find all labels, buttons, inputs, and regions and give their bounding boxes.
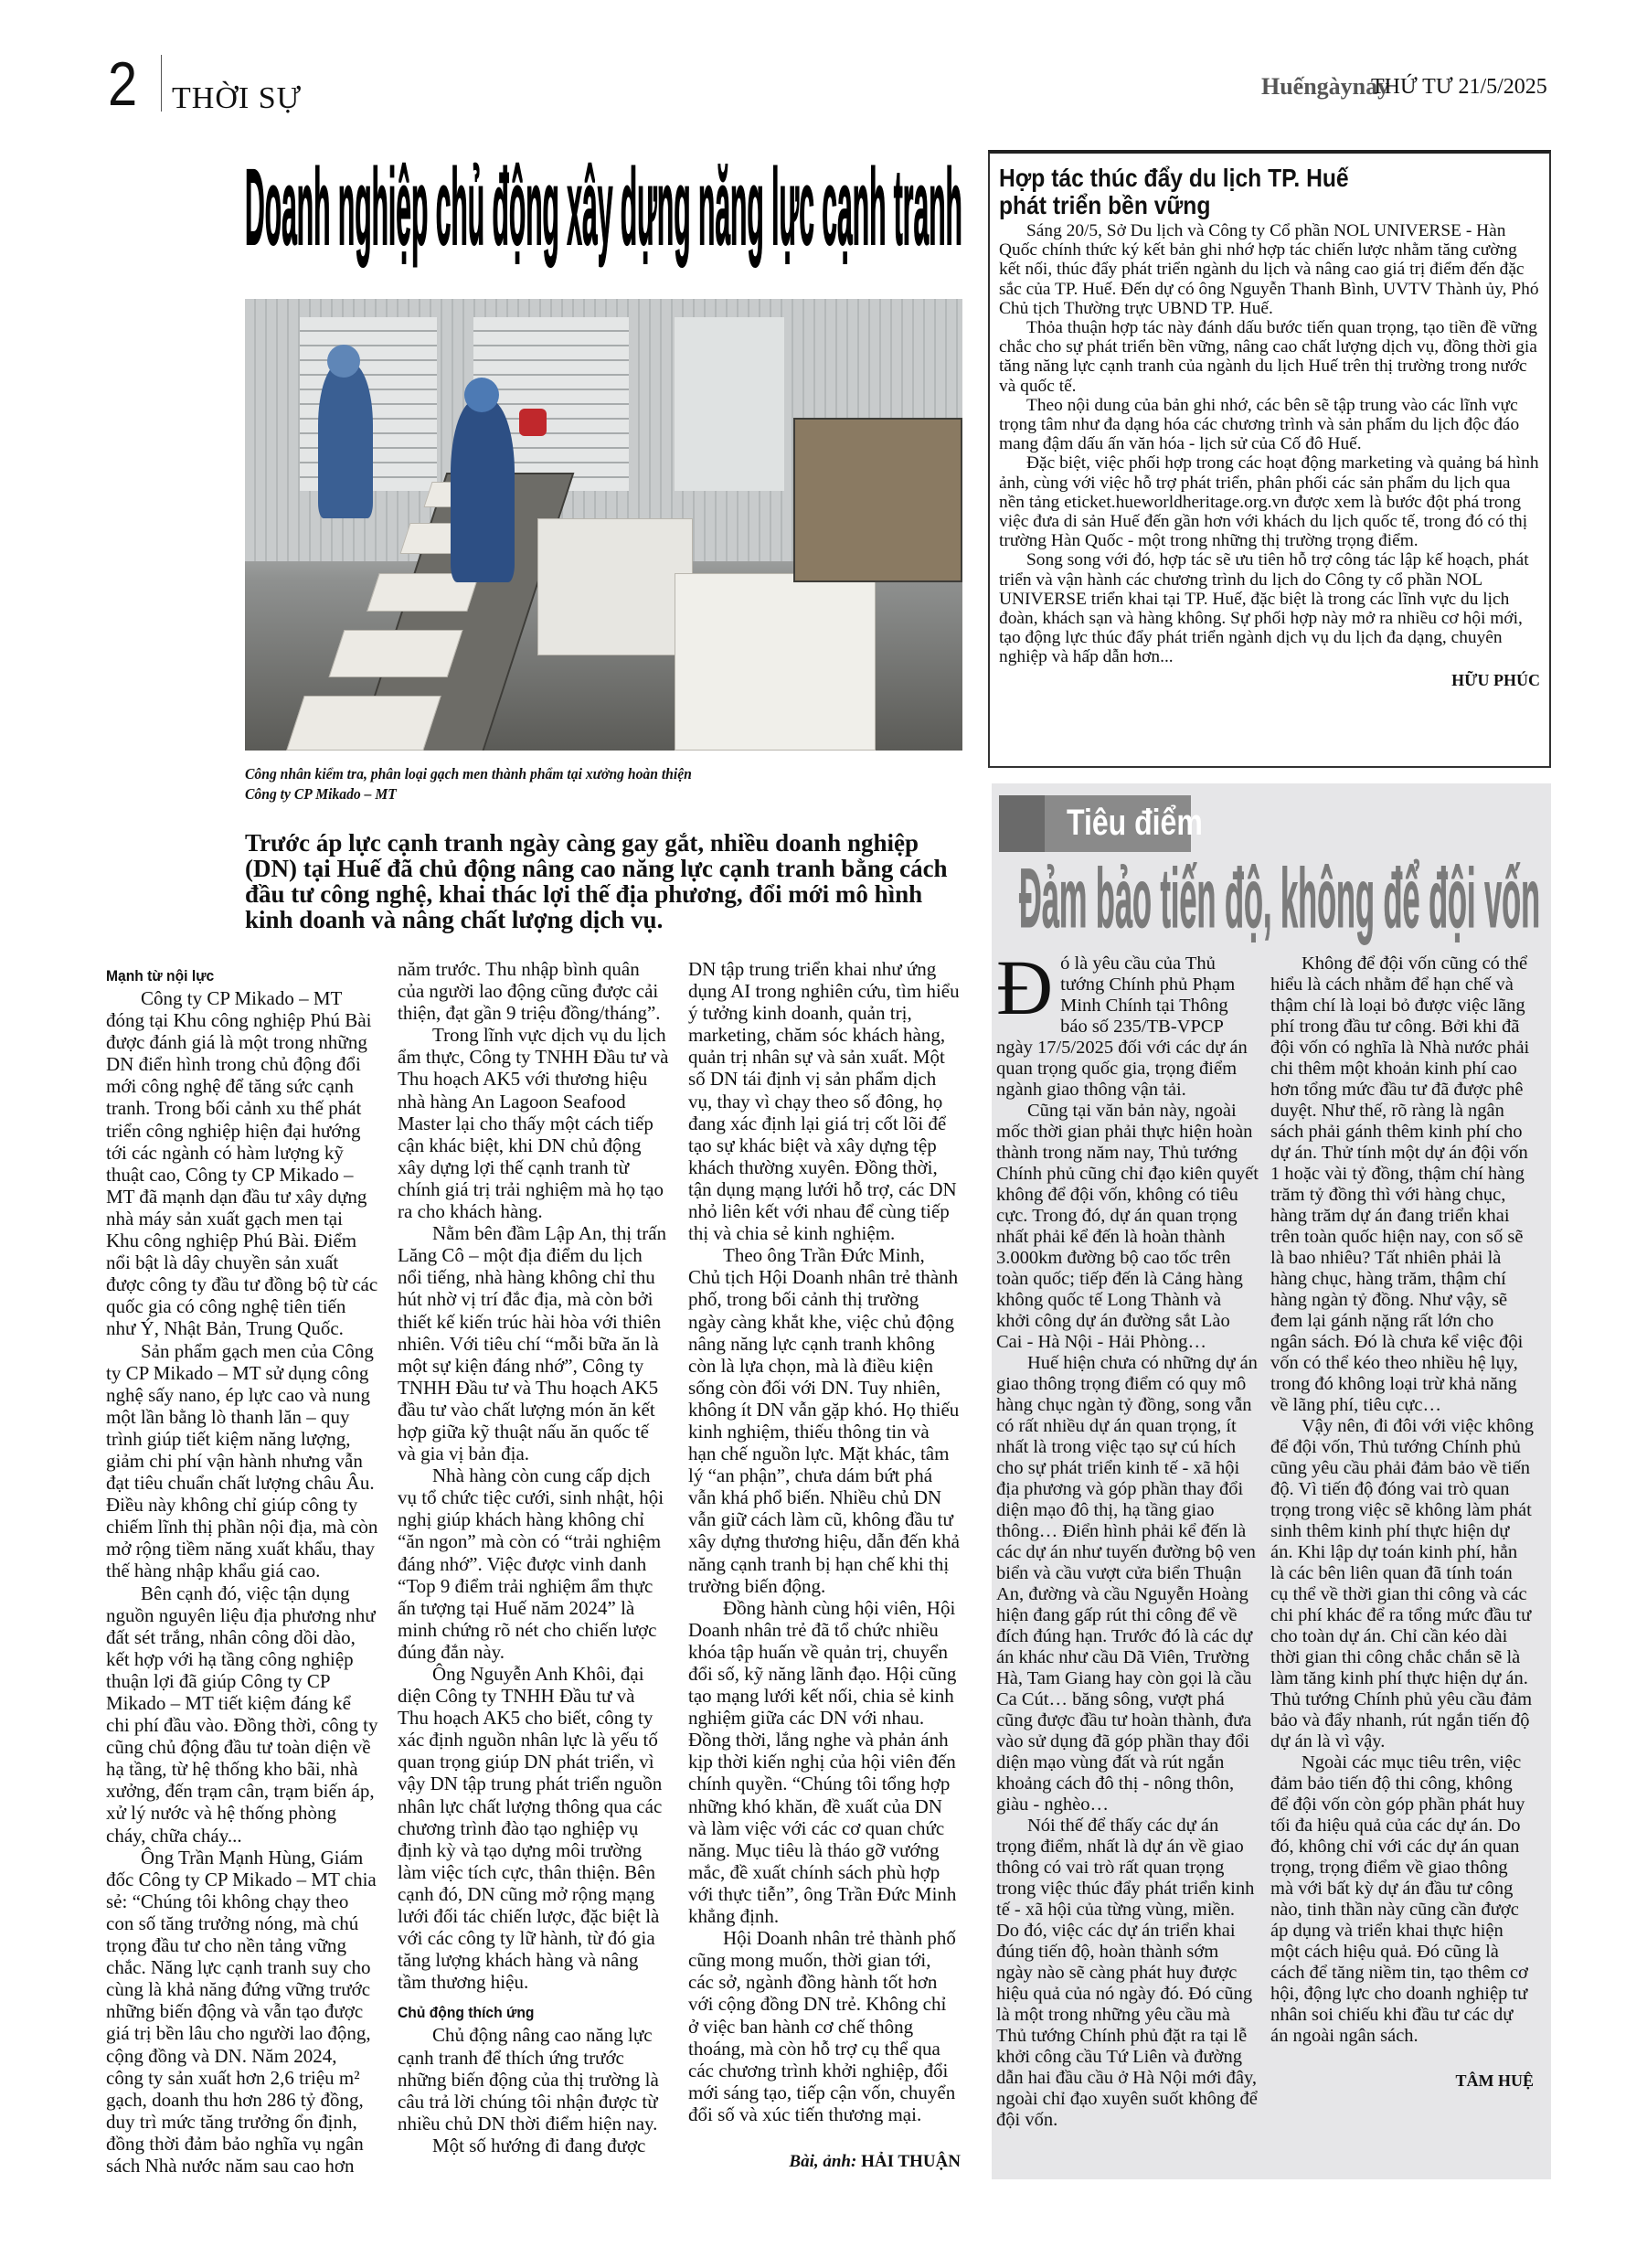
- focus-box: [992, 783, 1551, 2179]
- paragraph: Công ty CP Mikado – MT đóng tại Khu công nghiệp Phú Bài được đánh giá là một trong những DN điển hình trong chủ động đổi mới công nghệ để tăng sức cạnh tranh. Trong bối cảnh xu thế phát triển công nghiệp hiện đại hướng tới các ngành có hàm lượng kỹ thuật cao, Công ty CP Mikado – MT đã mạnh dạn đầu tư xây dựng nhà máy sản xuất gạch men tại Khu công nghiệp Phú Bài. Điểm nổi bật là dây chuyền sản xuất được công ty đầu tư đồng bộ từ các quốc gia có công nghệ tiên tiến như Ý, Nhật Bản, Trung Quốc.: [106, 987, 378, 1340]
- paragraph: Thỏa thuận hợp tác này đánh dấu bước tiến quan trọng, tạo tiền đề vững chắc cho sự phát triển bền vững, nâng cao chất lượng dịch vụ, đồng thời gia tăng năng lực cạnh tranh của ngành du lịch Huế trên thị trường trong nước và quốc tế.: [999, 318, 1537, 396]
- tile-stack: [537, 518, 693, 655]
- paragraph: Nói thế để thấy các dự án trọng điểm, nhất là dự án về giao thông có vai trò rất quan trọng trong việc thúc đẩy phát triển kinh tế - xã hội của từng vùng, miền. Do đó, việc các dự án triển khai đúng tiến độ, hoàn thành sớm ngày nào sẽ càng phát huy được hiệu quả của nó ngày đó. Đó cũng là một trong những yêu cầu mà Thủ tướng Chính phủ đặt ra tại lễ khởi công cầu Tứ Liên và đường dẫn hai đầu cầu ở Hà Nội mới đây, ngoài chỉ đạo xuyên suốt không để đội vốn.: [996, 1815, 1258, 2130]
- header-divider: [161, 55, 162, 112]
- red-bag: [519, 409, 547, 436]
- paragraph: Theo nội dung của bản ghi nhớ, các bên sẽ tập trung vào các lĩnh vực trọng tâm như đa dạng hóa các chương trình và sản phẩm du lịch độc đáo mang đậm dấu ấn văn hóa - lịch sử của Cố đô Huế.: [999, 395, 1520, 454]
- article-column-1: [106, 965, 378, 2177]
- paragraph: Ngoài các mục tiêu trên, việc đảm bảo tiến độ thi công, không để đội vốn còn góp phần phát huy tối đa hiệu quả của các dự án. Do đó, không chỉ với các dự án quan trọng, trọng điểm về giao thông mà với bất kỳ dự án đầu tư công nào, tinh thần này cũng cần được áp dụng và triển khai thực hiện một cách hiệu quả. Đó cũng là cách để tăng niềm tin, tạo thêm cơ hội, động lực cho doanh nghiệp tư nhân soi chiếu khi đầu tư các dự án ngoài ngân sách.: [1270, 1752, 1528, 2046]
- paragraph: Đặc biệt, việc phối hợp trong các hoạt động marketing và quảng bá hình ảnh, cùng với việc hỗ trợ phát triển, phân phối các sản phẩm du lịch qua nền tảng eticket.hueworldheritage.org.vn được xem là bước đột phá trong việc đưa di sản Huế đến gần hơn với khách du lịch quốc tế, trong đó có thị trường Hàn Quốc - một trong những thị trường trọng điểm.: [999, 453, 1539, 551]
- subheading: Mạnh từ nội lực: [106, 967, 215, 985]
- newspaper-logo: Huếngàynay: [1261, 73, 1390, 100]
- focus-tag-label: Tiêu điểm: [1067, 803, 1203, 843]
- factory-window: [675, 317, 784, 491]
- caption-line: Công nhân kiểm tra, phân loại gạch men thành phẩm tại xưởng hoàn thiện: [245, 765, 692, 783]
- paragraph: Huế hiện chưa có những dự án giao thông trọng điểm có quy mô hàng chục ngàn tỷ đồng, song vẫn có rất nhiều dự án quan trọng, ít nhất là trong việc tạo sự cú hích cho sự phát triển kinh tế - xã hội địa phương và góp phần thay đổi diện mạo đô thị, hạ tầng giao thông… Điển hình phải kể đến là các dự án như tuyến đường bộ ven biển và cầu vượt cửa biển Thuận An, đường và cầu Nguyễn Hoàng hiện đang gấp rút thi công để về đích đúng hạn. Trước đó là các dự án khác như cầu Dã Viên, Trường Hà, Tam Giang hay còn gọi là cầu Ca Cút… băng sông, vượt phá cũng được đầu tư hoàn thành, đưa vào sử dụng đã góp phần thay đổi diện mạo vùng đất và rút ngắn khoảng cách đô thị - nông thôn, giàu - nghèo…: [996, 1353, 1258, 1815]
- tile: [329, 630, 463, 677]
- worker-cap: [464, 378, 499, 412]
- byline-prefix: Bài, ảnh:: [789, 2151, 857, 2171]
- page-number: 2: [108, 49, 138, 119]
- focus-column-1: [996, 943, 1259, 2131]
- paragraph: Song song với đó, hợp tác sẽ ưu tiên hỗ trợ công tác lập kế hoạch, phát triển và vận hành các chương trình du lịch do Công ty cổ phần NOL UNIVERSE triển khai tại TP. Huế, đặc biệt là trong các lĩnh vực du lịch đoàn, khách sạn và hàng không. Sự phối hợp này mở ra nhiều cơ hội mới, tạo động lực thúc đẩy phát triển ngành dịch vụ du lịch đa dạng, chuyên nghiệp và hấp dẫn hơn...: [999, 550, 1529, 667]
- worker-figure: [451, 399, 515, 582]
- focus-tag: [999, 795, 1203, 852]
- paragraph: Trong lĩnh vực dịch vụ du lịch ẩm thực, Công ty TNHH Đầu tư và Thu hoạch AK5 với thương hiệu nhà hàng An Lagoon Seafood Master lại cho thấy một cách tiếp cận khác biệt, khi DN chủ động xây dựng lợi thế cạnh tranh từ chính giá trị trải nghiệm mà họ tạo ra cho khách hàng.: [398, 1024, 669, 1223]
- paragraph: Nằm bên đầm Lập An, thị trấn Lăng Cô – một địa điểm du lịch nổi tiếng, nhà hàng không chỉ thu hút nhờ vị trí đắc địa, mà còn bởi thiết kế kiến trúc hài hòa với thiên nhiên. Với tiêu chí “mỗi bữa ăn là một sự kiện đáng nhớ”, Công ty TNHH Đầu tư và Thu hoạch AK5 đầu tư vào chất lượng món ăn kết hợp giữa kỹ thuật nấu ăn quốc tế và gia vị bản địa.: [398, 1222, 667, 1465]
- byline-author: HẢI THUẬN: [861, 2151, 961, 2171]
- paragraph: Ông Nguyễn Anh Khôi, đại diện Công ty TNHH Đầu tư và Thu hoạch AK5 cho biết, công ty xác định nguồn nhân lực là yếu tố quan trọng giúp DN phát triển, vì vậy DN tập trung phát triển nguồn nhân lực chất lượng thông qua các chương trình đào tạo nghiệp vụ định kỳ và tạo dựng môi trường làm việc tích cực, thân thiện. Bên cạnh đó, DN cũng mở rộng mạng lưới đối tác chiến lược, đặc biệt là với các công ty lữ hành, từ đó gia tăng lượng khách hàng và nâng tầm thương hiệu.: [398, 1663, 663, 1994]
- paragraph: Sản phẩm gạch men của Công ty CP Mikado – MT sử dụng công nghệ sấy nano, ép lực cao và nung một lần bằng lò thanh lăn – quy trình giúp tiết kiệm năng lượng, giảm chi phí vận hành nhưng vẫn đạt tiêu chuẩn chất lượng châu Âu. Điều này không chỉ giúp công ty chiếm lĩnh thị phần nội địa, mà còn mở rộng tiềm năng xuất khẩu, thay thế hàng nhập khẩu giá cao.: [106, 1339, 378, 1582]
- paragraph: Một số hướng đi đang được: [432, 2134, 646, 2156]
- paragraph: Hội Doanh nhân trẻ thành phố cũng mong muốn, thời gian tới, các sở, ngành đồng hành tốt hơn với cộng đồng DN trẻ. Không chỉ ở việc ban hành cơ chế thông thoáng, mà còn hỗ trợ cụ thể qua các chương trình khởi nghiệp, đổi mới sáng tạo, tiếp cận vốn, chuyển đổi số và xúc tiến thương mại.: [688, 1927, 956, 2125]
- headline-text: Doanh nghiệp chủ động xây dựng năng lực cạnh tranh: [245, 147, 962, 268]
- focus-headline: [1019, 852, 1541, 945]
- sidebar-news-box: [988, 150, 1551, 768]
- paragraph: Cũng tại văn bản này, ngoài mốc thời gian phải thực hiện hoàn thành trong năm nay, Thủ tướng Chính phủ cũng chỉ đạo kiên quyết không để đội vốn, không có tiêu cực. Trong đó, dự án quan trọng nhất phải kể đến là hoàn thành 3.000km đường bộ cao tốc trên toàn quốc; tiếp đến là Cảng hàng không quốc tế Long Thành và khởi công dự án đường sắt Lào Cai - Hà Nội - Hải Phòng…: [996, 1101, 1259, 1352]
- article-headline: [245, 147, 962, 268]
- paragraph: Theo ông Trần Đức Minh, Chủ tịch Hội Doanh nhân trẻ thành phố, trong bối cảnh thị trường ngày càng khắt khe, việc chủ động nâng năng lực cạnh tranh không còn là lựa chọn, mà là điều kiện sống còn đối với DN. Tuy nhiên, không ít DN vẫn gặp khó. Họ thiếu kinh nghiệm, thiếu thông tin và hạn chế nguồn lực. Mặt khác, tâm lý “an phận”, chưa dám bứt phá vẫn khá phổ biến. Nhiều chủ DN vẫn giữ cách làm cũ, không đầu tư xây dựng thương hiệu, dẫn đến khả năng cạnh tranh bị hạn chế khi thị trường biến động.: [688, 1244, 960, 1597]
- worker-figure: [318, 363, 373, 518]
- photo-caption: [245, 764, 692, 804]
- article-column-3: [688, 958, 961, 2173]
- drop-cap: Đ: [996, 943, 1054, 1031]
- tile: [286, 696, 441, 751]
- paragraph: Bên cạnh đó, việc tận dụng nguồn nguyên liệu địa phương như đất sét trắng, nhân công dồi dào, kết hợp với hạ tầng công nghiệp thuận lợi đã giúp Công ty CP Mikado – MT tiết kiệm đáng kể chi phí đầu vào. Đồng thời, công ty cũng chủ động đầu tư toàn diện về hạ tầng, từ hệ thống kho bãi, nhà xưởng, đến trạm cân, trạm biến áp, xử lý nước và hệ thống phòng cháy, chữa cháy...: [106, 1581, 378, 1847]
- article-column-2: [398, 958, 670, 2156]
- paragraph: DN tập trung triển khai như ứng dụng AI trong nghiên cứu, tìm hiểu ý tưởng kinh doanh, quản trị, marketing, chăm sóc khách hàng, quản trị nhân sự và sản xuất. Một số DN tái định vị sản phẩm dịch vụ, thay vì chạy theo số đông, họ đang xác định lại giá trị cốt lõi để tạo sự khác biệt và xây dựng tệp khách thường xuyên. Đồng thời, tận dụng mạng lưới hỗ trợ, các DN nhỏ liên kết với nhau để cùng tiếp thị và chia sẻ kinh nghiệm.: [688, 958, 960, 1245]
- worker-cap: [327, 345, 360, 378]
- caption-line: Công ty CP Mikado – MT: [245, 785, 397, 803]
- section-name: THỜI SỰ: [172, 81, 302, 115]
- wooden-rack: [793, 418, 962, 582]
- sidebar-news-byline: HỮU PHÚC: [1451, 670, 1540, 689]
- paragraph: Chủ động nâng cao năng lực cạnh tranh để thích ứng trước những biến động của thị trường là câu trả lời chúng tôi nhận được từ nhiều chủ DN thời điểm hiện nay.: [398, 2024, 659, 2135]
- article-photo: [245, 299, 962, 751]
- focus-column-2: [1270, 953, 1534, 2092]
- article-lead: Trước áp lực cạnh tranh ngày càng gay gắt, nhiều doanh nghiệp (DN) tại Huế đã chủ động nâng cao năng lực cạnh tranh bằng cách đầu tư công nghệ, khai thác lợi thế địa phương, đổi mới mô hình kinh doanh và nâng chất lượng dịch vụ.: [245, 829, 948, 933]
- focus-byline: TÂM HUỆ: [1455, 2071, 1534, 2090]
- tile-stack: [675, 573, 876, 751]
- paragraph: Vậy nên, đi đôi với việc không để đội vốn, Thủ tướng Chính phủ cũng yêu cầu phải đảm bảo về tiến độ. Vì tiến độ đóng vai trò quan trọng trong việc sẽ không làm phát sinh thêm kinh phí thực hiện dự án. Khi lập dự toán kinh phí, hẳn là các bên liên quan đã tính toán cụ thể về thời gian thi công và các chi phí khác để ra tổng mức đầu tư cho toàn dự án. Chỉ cần kéo dài thời gian thi công chắc chắn sẽ là làm tăng kinh phí thực hiện dự án. Thủ tướng Chính phủ yêu cầu đảm bảo và đẩy nhanh, rút ngắn tiến độ dự án là vì vậy.: [1270, 1416, 1534, 1752]
- issue-date: THỨ TƯ 21/5/2025: [1371, 75, 1547, 99]
- paragraph: Không để đội vốn cũng có thể hiểu là cách nhằm để hạn chế và thậm chí là loại bỏ được việc lãng phí trong đầu tư công. Bởi khi đã đội vốn có nghĩa là Nhà nước phải chi thêm một khoản kinh phí cao hơn tổng mức đầu tư đã được phê duyệt. Như thế, rõ ràng là ngân sách phải gánh thêm kinh phí cho dự án. Thử tính một dự án đội vốn 1 hoặc vài tỷ đồng, thậm chí hàng trăm tỷ đồng thì với hàng chục, hàng trăm dự án đang triển khai trên toàn quốc hiện nay, con số sẽ là bao nhiêu? Tất nhiên phải là hàng chục, hàng trăm, thậm chí hàng ngàn tỷ đồng. Như vậy, sẽ đem lại gánh nặng rất lớn cho ngân sách. Đó là chưa kể việc đội vốn có thể kéo theo nhiều hệ lụy, trong đó không loại trừ khả năng về lãng phí, tiêu cực…: [1270, 953, 1530, 1415]
- paragraph: Ông Trần Mạnh Hùng, Giám đốc Công ty CP Mikado – MT chia sẻ: “Chúng tôi không chạy theo con số tăng trưởng nóng, mà chú trọng đầu tư cho nền tảng vững chắc. Năng lực cạnh tranh suy cho cùng là khả năng đứng vững trước những biến động và vẫn tạo được giá trị bền lâu cho người lao động, cộng đồng và DN. Năm 2024, công ty sản xuất hơn 2,6 triệu m² gạch, doanh thu hơn 286 tỷ đồng, duy trì mức tăng trưởng ổn định, đồng thời đảm bảo nghĩa vụ ngân sách Nhà nước năm sau cao hơn: [106, 1846, 377, 2177]
- tag-square: [999, 795, 1045, 852]
- paragraph: năm trước. Thu nhập bình quân của người lao động cũng được cải thiện, đạt gần 9 triệu đồng/tháng”.: [398, 958, 661, 1025]
- article-byline: [688, 2151, 961, 2173]
- sidebar-news-title: Hợp tác thúc đẩy du lịch TP. Huế phát triển bền vững: [999, 164, 1349, 219]
- paragraph: Đồng hành cùng hội viên, Hội Doanh nhân trẻ đã tổ chức nhiều khóa tập huấn về quản trị, chuyển đổi số, kỹ năng lãnh đạo. Hội cũng tạo mạng lưới kết nối, chia sẻ kinh nghiệm giữa các DN với nhau. Đồng thời, lắng nghe và phản ánh kịp thời kiến nghị của hội viên đến chính quyền. “Chúng tôi tổng hợp những khó khăn, đề xuất của DN và làm việc với các cơ quan chức năng. Mục tiêu là tháo gỡ vướng mắc, đề xuất chính sách phù hợp với thực tiễn”, ông Trần Đức Minh khẳng định.: [688, 1596, 957, 1928]
- sidebar-news-body: [999, 221, 1540, 690]
- paragraph: Nhà hàng còn cung cấp dịch vụ tổ chức tiệc cưới, sinh nhật, hội nghị giúp khách hàng không chỉ “ăn ngon” mà còn có “trải nghiệm đáng nhớ”. Việc được vinh danh “Top 9 điểm trải nghiệm ẩm thực ấn tượng tại Huế năm 2024” là minh chứng rõ nét cho chiến lược đúng đắn này.: [398, 1464, 664, 1663]
- paragraph: Sáng 20/5, Sở Du lịch và Công ty Cổ phần NOL UNIVERSE - Hàn Quốc chính thức ký kết bản ghi nhớ hợp tác chiến lược nhằm tăng cường kết nối, thúc đẩy phát triển ngành du lịch và nâng cao giá trị điểm đến đặc sắc của TP. Huế. Đến dự có ông Nguyễn Thanh Bình, UVTV Thành ủy, Phó Chủ tịch Thường trực UBND TP. Huế.: [999, 221, 1539, 318]
- focus-headline-text: Đảm bảo tiến độ, không để đội vốn: [1019, 852, 1541, 945]
- paragraph: ó là yêu cầu của Thủ tướng Chính phủ Phạm Minh Chính tại Thông báo số 235/TB-VPCP ngày 17/5/2025 đối với các dự án quan trọng quốc gia, trọng điểm ngành giao thông vận tải.: [996, 953, 1248, 1100]
- subheading: Chủ động thích ứng: [398, 2004, 535, 2022]
